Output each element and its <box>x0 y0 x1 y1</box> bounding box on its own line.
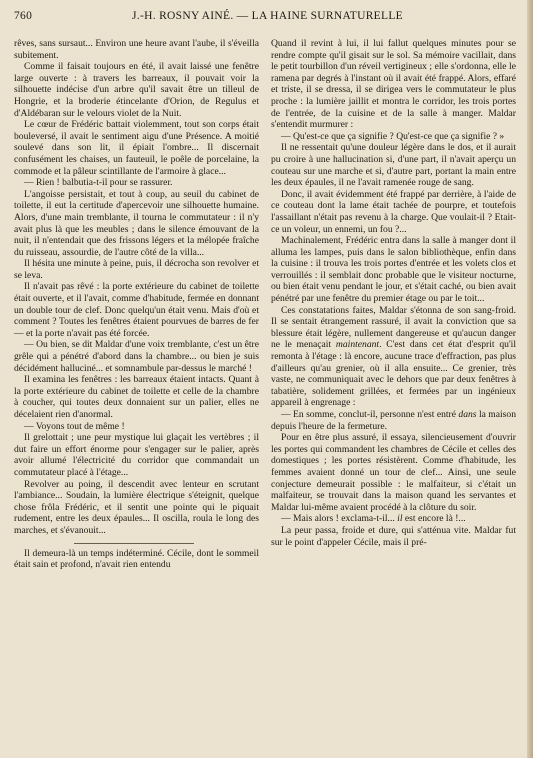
paragraph-text: — Mais alors ! exclama-t-il... <box>281 513 398 525</box>
page-edge <box>527 0 533 758</box>
paragraph <box>14 119 259 177</box>
paragraph-text: Comme il faisait toujours en été, il avait laissé une fenêtre large ouverte : à travers les barreaux, il pouvait voir la silhouette indécise d'un arbre qu'il savait être un tilleul de Hongrie, et la broderie étincelante d'Orion, de Regulus et d'Aldébaran sur le velours violet de la Nuit. <box>14 61 259 119</box>
paragraph-text: La peur passa, froide et dure, qui s'atténua vite. Maldar fut sur le point d'appeler Cécile, mais il pré- <box>271 524 516 548</box>
emphasis: il <box>397 513 403 525</box>
paragraph-text: Quand il revint à lui, il lui fallut quelques minutes pour se rendre compte qu'il gisait sur le sol. Sa mémoire vacillait, dans le petit tourbillon d'un réveil vertigineux ; elle s'ordonna, elle le ramena par degrés à l'instant où il avait été frappé. Alors, effaré et triste, il se dressa, il se dirigea vers le commutateur le plus proche : la lumière jaillit et montra le corridor, les trois portes de l'entrée, de la cuisine et de la salle à manger. Maldar s'entendit murmurer : <box>271 38 516 131</box>
running-title: J.-H. ROSNY AINÉ. — LA HAINE SURNATURELLE <box>132 10 403 22</box>
paragraph-text: Il ne ressentait qu'une douleur légère dans le dos, et il aurait pu croire à une hallucination si, d'une part, il n'avait aperçu un couteau sur une marche et si, d'autre part, portant la main entre les deux épaules, il ne l'avait ramenée rouge de sang. <box>271 142 516 189</box>
paragraph-text: L'angoisse persistait, et tout à coup, au seuil du cabinet de toilette, il eut la certitude d'apercevoir une silhouette humaine. Alors, d'une main tremblante, il tourna le commutateur : il n'y avait plus là que les meubles ; dans le silence émouvant de la nuit, il n'entendait que des frissons légers et la mélopée fraîche du ruisseau, assourdie, de l'autre côté de la villa... <box>14 188 259 258</box>
paragraph <box>14 38 259 61</box>
paragraph <box>271 235 516 305</box>
paragraph-text: — Rien ! balbutia-t-il pour se rassurer. <box>24 177 173 189</box>
paragraph <box>14 258 259 281</box>
paragraph <box>14 189 259 259</box>
paragraph-text: Donc, il avait évidemment été frappé par derrière, à l'aide de ce couteau dont la lame était tachée de pourpre, et toutefois l'assaillant n'était pas revenu à la charge. Que voulait-il ? Etait-ce un voleur, un ennemi, un fou ?... <box>271 188 516 235</box>
text-columns <box>14 38 517 571</box>
paragraph-text: Ces constatations faites, Maldar s'étonna de son sang-froid. Il se sentait étrangement rassuré, il avait la conviction que sa blessure était légère, nullement dangereuse et qu'aucun danger ne le menaçait <box>271 304 516 351</box>
paragraph <box>271 38 516 131</box>
paragraph <box>14 374 259 420</box>
paragraph-text: Machinalement, Frédéric entra dans la salle à manger dont il alluma les lampes, puis dans le salon bibliothèque, enfin dans la cuisine : il trouva les trois portes d'entrée et les volets clos et verrouillés : il semblait donc probable que le visiteur nocturne, ou bien était venu pendant le jour, et s'était caché, ou bien avait pénétré par une fenêtre du premier étage ou par le toit... <box>271 235 516 305</box>
paragraph <box>14 339 259 374</box>
paragraph <box>14 177 259 189</box>
paragraph-text: Revolver au poing, il descendit avec lenteur en scrutant l'ambiance... Soudain, la lumière électrique s'éteignit, quelque chose frôla Frédéric, et il sentit une pointe qui le piquait rudement, entre les deux épaules... Il oscilla, roula le long des marches, et s'évanouit... <box>14 478 259 536</box>
emphasis: maintenant <box>335 339 380 351</box>
paragraph <box>271 131 516 143</box>
paragraph <box>14 421 259 433</box>
page-number: 760 <box>14 10 33 22</box>
paragraph <box>271 305 516 409</box>
paragraph <box>14 479 259 537</box>
paragraph-text: la maison depuis l'heure de la fermeture. <box>271 409 516 432</box>
left-column <box>14 38 259 571</box>
paragraph <box>14 548 259 571</box>
paragraph-text: Il grelottait ; une peur mystique lui glaçait les vertèbres ; il dut faire un effort énorme pour s'engager sur le palier, après avoir allumé l'électricité du corridor que commandait un commutateur placé à l'étage... <box>14 432 259 478</box>
paragraph <box>271 142 516 188</box>
paragraph <box>271 432 516 513</box>
section-rule <box>74 543 194 544</box>
paragraph <box>14 61 259 119</box>
paragraph <box>271 409 516 432</box>
paragraph-text: rêves, sans sursaut... Environ une heure avant l'aube, il s'éveilla subitement. <box>14 38 259 61</box>
paragraph-text: Il demeura-là un temps indéterminé. Cécile, dont le sommeil était sain et profond, n'avait rien entendu <box>14 547 259 571</box>
paragraph <box>271 513 516 525</box>
paragraph-text: Il examina les fenêtres : les barreaux étaient intacts. Quant à la porte extérieure du cabinet de toilette et celle de la chambre à coucher, qui toutes deux donnaient sur un palier, elles ne décelaient rien d'anormal. <box>14 374 259 420</box>
paragraph-text: Le cœur de Frédéric battait violemment, tout son corps était bouleversé, il avait le sentiment aigu d'une Présence. A moitié soulevé dans son lit, il épiait l'ombre... Il discernait confusément les chaises, un fauteuil, le poêle de porcelaine, la commode et la pâleur scintillante de l'armoire à glace... <box>14 119 259 177</box>
paragraph <box>14 432 259 478</box>
paragraph-text: — Ou bien, se dit Maldar d'une voix tremblante, c'est un être grêle qui a pénétré d'abord dans la chambre... ou bien je suis décidément halluciné... et somnambule par-dessus le marché ! <box>14 339 259 374</box>
paragraph <box>271 189 516 235</box>
paragraph-text: . C'est dans cet état d'esprit qu'il remonta à l'étage : là encore, aucune trace d'effraction, pas plus d'ailleurs qu'au grenier, où il alla ensuite... Ce grenier, très vaste, ne communiquait avec le dehors que par deux fenêtres à tabatière, solidement grillées, et fermées par un ingénieux appareil à engrenage : <box>271 339 517 409</box>
emphasis: dans <box>458 409 477 420</box>
paragraph-text: Il hésita une minute à peine, puis, il décrocha son revolver et se leva. <box>14 258 259 281</box>
paragraph-text: Pour en être plus assuré, il essaya, silencieusement d'ouvrir les portes qui commandent les chambres de Cécile et celles des domestiques ; les portes résistèrent. Comme d'habitude, les femmes avaient donné un tour de clef... Ainsi, une seule conjecture demeurait possible : le malfaiteur, si c'était un malfaiteur, se trouvait dans la maison quand les servantes et Maldar lui-même avaient procédé à la clôture du soir. <box>271 432 516 513</box>
paragraph-text: Il n'avait pas rêvé : la porte extérieure du cabinet de toilette était ouverte, et il l'avait, comme d'habitude, fermée en donnant un double tour de clef. Donc quelqu'un était venu. Mais d'où et comment ? Toutes les fenêtres étaient pourvues de barres de fer — et la porte n'avait pas été forcée. <box>14 281 259 339</box>
right-column <box>271 38 516 571</box>
paragraph <box>271 525 516 548</box>
paragraph-text: est encore là !... <box>402 513 466 525</box>
paragraph-text: — En somme, conclut-il, personne n'est entré <box>281 409 459 420</box>
paragraph-text: — Qu'est-ce que ça signifie ? Qu'est-ce que ça signifie ? » <box>281 130 505 142</box>
paragraph <box>14 281 259 339</box>
running-header <box>14 10 517 30</box>
paragraph-text: — Voyons tout de même ! <box>24 420 125 432</box>
